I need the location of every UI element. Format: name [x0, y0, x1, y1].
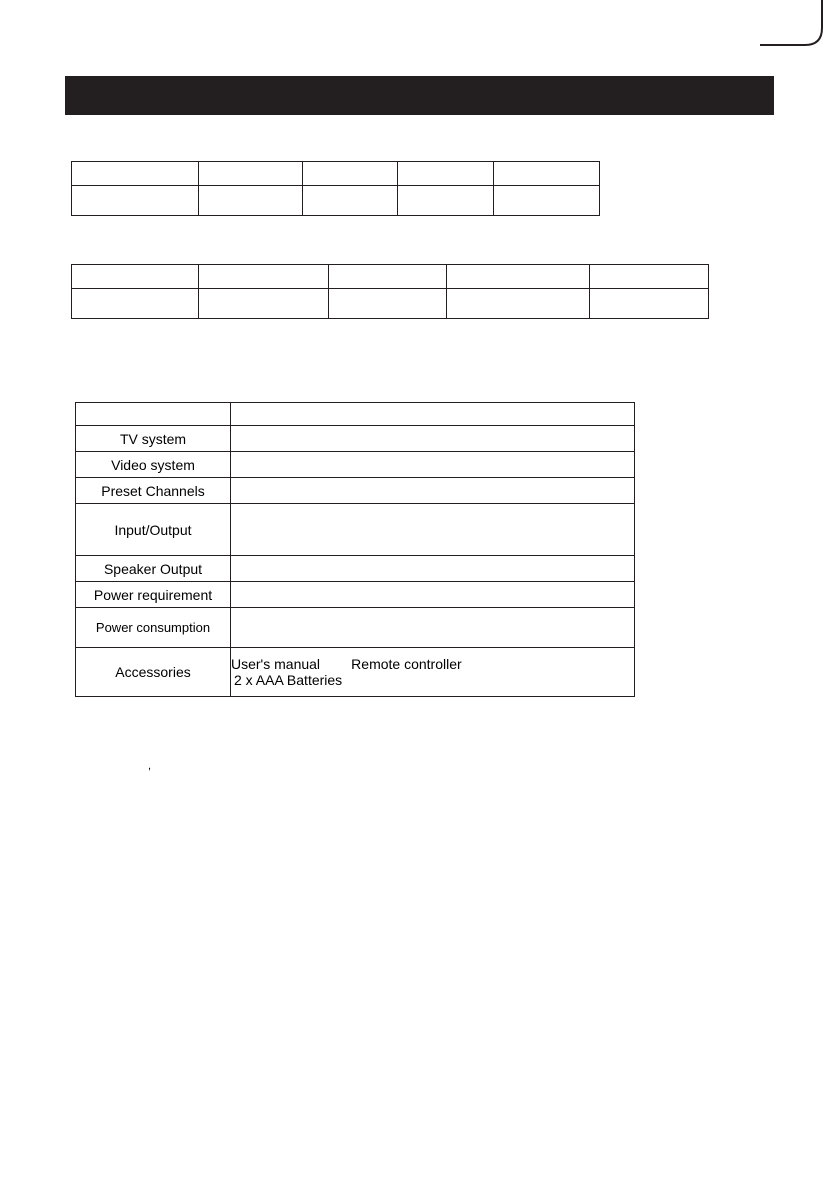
spec-label: Power consumption — [76, 608, 231, 648]
stray-mark: , — [148, 760, 152, 772]
blank-table-2 — [71, 264, 709, 319]
spec-row — [76, 426, 635, 452]
cell — [494, 162, 600, 186]
spec-label: Accessories — [76, 648, 231, 697]
cell — [199, 162, 303, 186]
spec-value — [231, 504, 635, 556]
cell — [329, 265, 447, 289]
cell — [398, 186, 494, 216]
spec-label: Video system — [76, 452, 231, 478]
cell — [72, 265, 199, 289]
cell — [494, 186, 600, 216]
cell — [303, 186, 398, 216]
spec-value — [231, 582, 635, 608]
cell — [303, 162, 398, 186]
cell — [72, 162, 199, 186]
crop-mark — [760, 0, 839, 60]
spec-value — [231, 556, 635, 582]
cell — [72, 289, 199, 319]
spec-row — [76, 504, 635, 556]
spec-value — [231, 478, 635, 504]
spec-label: Input/Output — [76, 504, 231, 556]
spec-value — [231, 426, 635, 452]
spec-label: TV system — [76, 426, 231, 452]
accessories-line-1 — [231, 656, 634, 672]
spec-row — [76, 478, 635, 504]
spec-label: Power requirement — [76, 582, 231, 608]
spec-value — [231, 452, 635, 478]
spec-row — [76, 452, 635, 478]
blank-table-1 — [71, 161, 600, 216]
cell — [447, 289, 590, 319]
accessories-value — [231, 648, 635, 697]
section-header-bar — [65, 76, 774, 115]
spec-value — [231, 608, 635, 648]
cell — [329, 289, 447, 319]
spec-row — [76, 608, 635, 648]
cell — [72, 186, 199, 216]
spec-row — [76, 582, 635, 608]
cell — [199, 186, 303, 216]
cell — [199, 265, 329, 289]
cell — [590, 265, 709, 289]
spec-label: Speaker Output — [76, 556, 231, 582]
cell — [199, 289, 329, 319]
spec-row — [76, 403, 635, 426]
cell — [590, 289, 709, 319]
spec-label — [76, 403, 231, 426]
spec-row-accessories — [76, 648, 635, 697]
cell — [447, 265, 590, 289]
accessory-item: 2 x AAA Batteries — [234, 672, 343, 688]
accessory-item: Remote controller — [351, 656, 462, 672]
specifications-table — [75, 402, 635, 697]
spec-value — [231, 403, 635, 426]
spec-label: Preset Channels — [76, 478, 231, 504]
accessories-line-2 — [231, 672, 634, 688]
accessory-item: User's manual — [231, 656, 321, 672]
cell — [398, 162, 494, 186]
spec-row — [76, 556, 635, 582]
